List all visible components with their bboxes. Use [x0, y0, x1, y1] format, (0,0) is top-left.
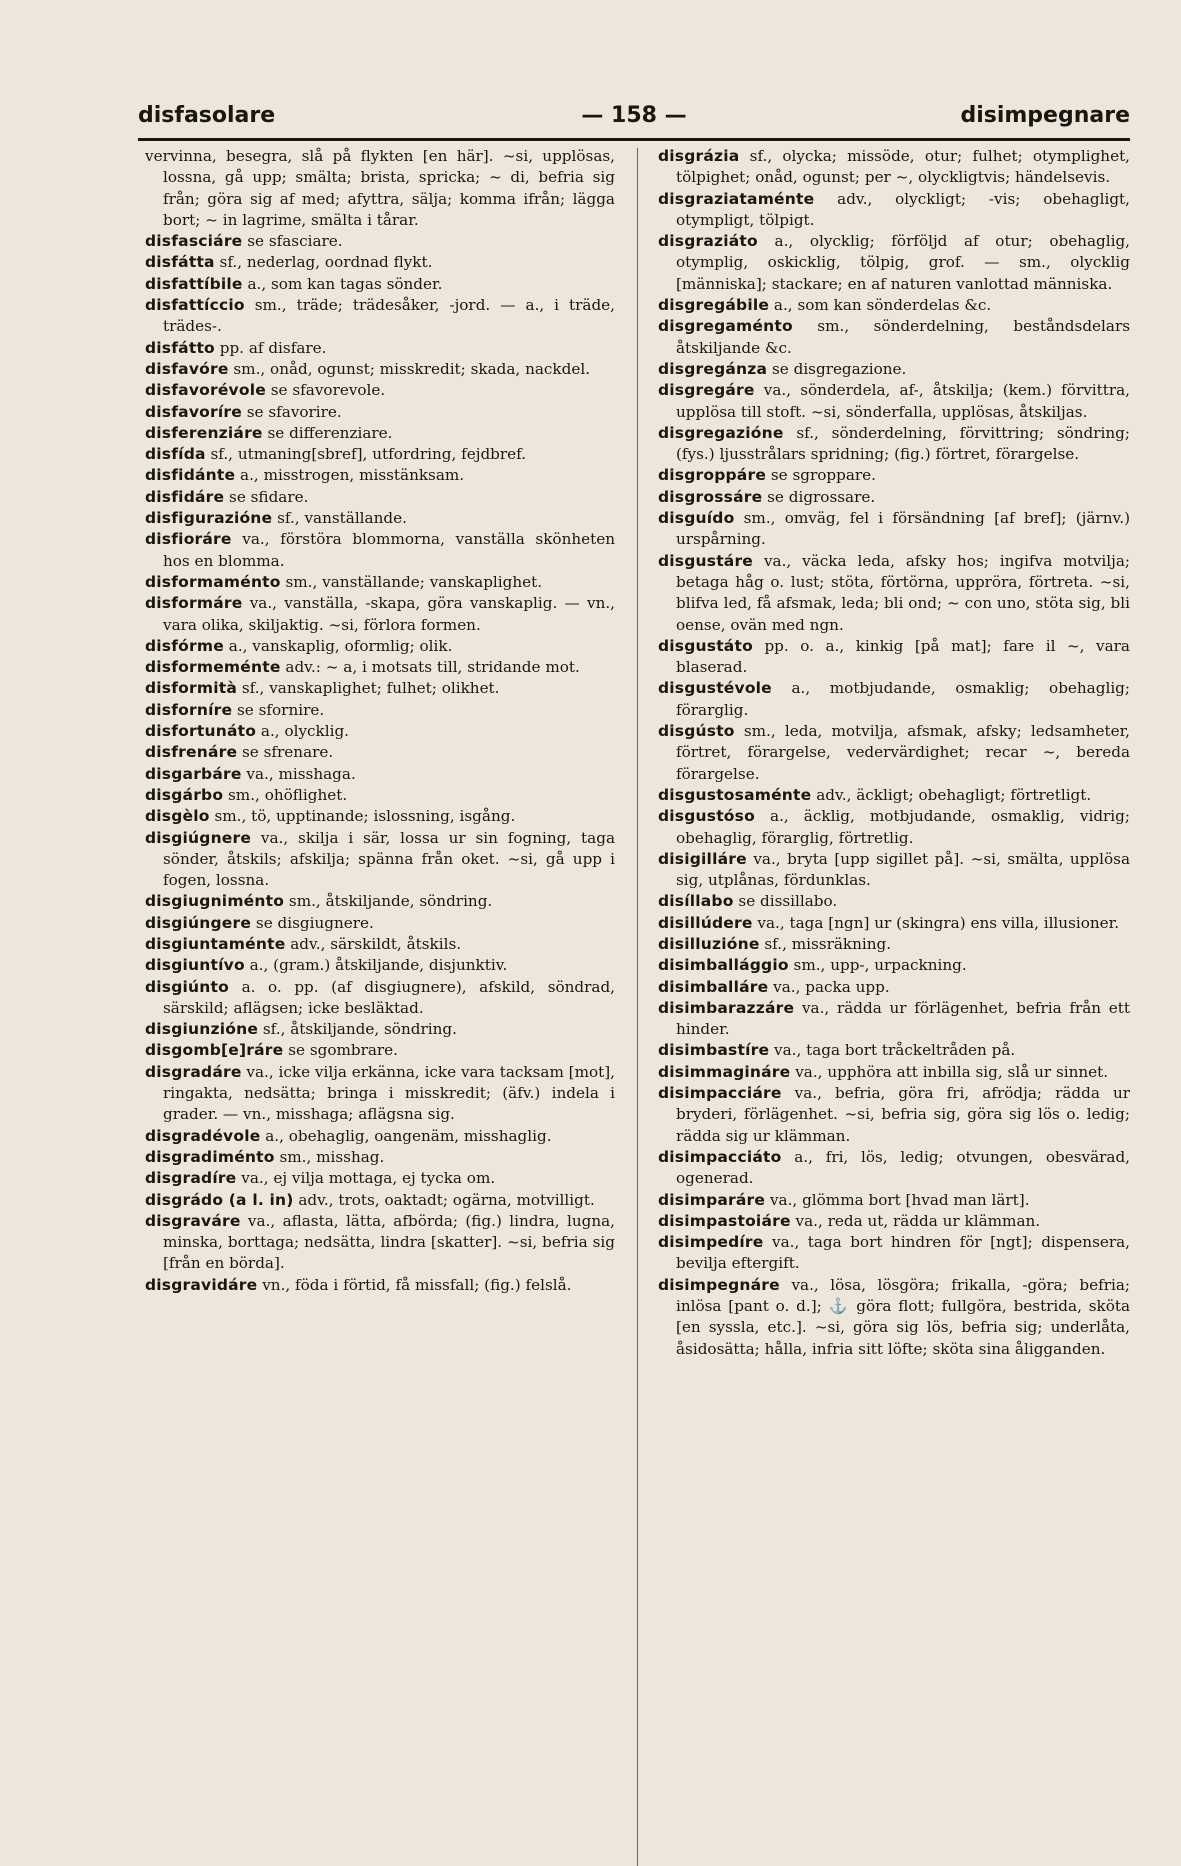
entry-headword: disfasciáre: [145, 232, 243, 251]
entry-definition: a., olycklig; förföljd af otur; obehaglig, otymplig, oskicklig, tölpig, grof. — sm., olycklig [människa]; stackare; en af naturen vanlottad människa.: [676, 232, 1130, 293]
entry-headword: disfigurazióne: [145, 509, 273, 528]
entry-headword: disfrenáre: [145, 743, 238, 762]
dictionary-entry: [145, 913, 615, 934]
dictionary-entry: [658, 721, 1130, 785]
entry-definition: sm., träde; trädesåker, -jord. — a., i träde, trädes-.: [163, 296, 615, 336]
dictionary-entry: [145, 252, 615, 273]
entry-headword: disimballáre: [658, 977, 769, 996]
entry-definition: sm., omväg, fel i försändning [af bref]; (järnv.) urspårning.: [676, 509, 1130, 549]
entry-headword: disgustóso: [658, 807, 755, 826]
dictionary-entry: [145, 508, 615, 529]
dictionary-entry: [145, 828, 615, 892]
dictionary-entry: [658, 1040, 1130, 1061]
entry-headword: disilluzióne: [658, 934, 760, 953]
dictionary-entry: [658, 636, 1130, 679]
entry-definition: sm., leda, motvilja, afsmak, afsky; ledsamheter, förtret, förargelse, vedervärdighet; recar ~, bereda förargelse.: [676, 722, 1130, 783]
entry-definition: va., befria, göra fri, afrödja; rädda ur bryderi, förlägenhet. ~si, befria sig, göra sig lös o. ledig; rädda sig ur klämman.: [676, 1084, 1130, 1145]
entry-definition: a., fri, lös, ledig; otvungen, obesvärad, ogenerad.: [676, 1147, 1130, 1188]
dictionary-entry: [145, 785, 615, 806]
entry-definition: sm., åtskiljande, söndring.: [288, 892, 493, 911]
entry-definition: se sgroppare.: [770, 466, 876, 485]
entry-headword: disimpastoiáre: [658, 1211, 791, 1230]
dictionary-entry: [145, 295, 615, 338]
entry-definition: se sfidare.: [229, 487, 309, 506]
dictionary-entry: [658, 231, 1130, 295]
dictionary-entry: [145, 636, 615, 657]
entry-headword: disgomb[e]ráre: [145, 1041, 284, 1060]
entry-headword: disformáre: [145, 594, 243, 613]
entry-definition: va., taga bort hindren för [ngt]; dispensera, bevilja eftergift.: [676, 1233, 1130, 1273]
dictionary-entry: [145, 1040, 615, 1061]
entry-headword: disgravidáre: [145, 1275, 258, 1294]
entry-definition: pp. af disfare.: [219, 338, 327, 357]
entry-headword: disgiugniménto: [145, 892, 285, 911]
entry-definition: a., vanskaplig, oformlig; olik.: [228, 636, 453, 655]
entry-definition: sf., missräkning.: [764, 934, 892, 953]
entry-definition: se sfrenare.: [242, 743, 334, 762]
dictionary-entry: [658, 1275, 1130, 1360]
dictionary-entry: [145, 700, 615, 721]
entry-headword: disgregábile: [658, 296, 770, 315]
entry-headword: disgustáre: [658, 551, 754, 570]
entry-definition: se dissillabo.: [738, 892, 838, 911]
entry-headword: disfidáre: [145, 487, 225, 506]
right-column: [658, 146, 1130, 1846]
entry-definition: va., skilja i sär, lossa ur sin fogning, taga sönder, åtskils; afskilja; spänna från oket. ~si, gå upp i fogen, lossna.: [163, 828, 615, 890]
entry-definition: va., vanställa, -skapa, göra vanskaplig. — vn., vara olika, skiljaktig. ~si, förlora formen.: [163, 594, 615, 634]
entry-headword: disimbarazzáre: [658, 998, 795, 1017]
entry-definition: va., icke vilja erkänna, icke vara tacksam [mot], ringakta, nedsätta; bringa i misskredit; (äfv.) indela i grader. — vn., misshaga; aflägsna sig.: [163, 1062, 615, 1124]
dictionary-entry: [658, 977, 1130, 998]
page-number: — 158 —: [581, 103, 687, 128]
dictionary-entry: [658, 380, 1130, 423]
dictionary-entry: [145, 572, 615, 593]
entry-headword: disgèlo: [145, 807, 210, 826]
entry-definition: sf., sönderdelning, förvittring; söndring; (fys.) ljusstrålars spridning; (fig.) förtret, förargelse.: [676, 423, 1130, 464]
dictionary-entry: [658, 1190, 1130, 1211]
entry-headword: disimpedíre: [658, 1233, 764, 1252]
entry-headword: disgradíre: [145, 1169, 237, 1188]
entry-headword: disfátta: [145, 253, 215, 272]
dictionary-entry: [145, 444, 615, 465]
dictionary-entry: [658, 1062, 1130, 1083]
dictionary-entry: [145, 721, 615, 742]
dictionary-entry: [658, 1232, 1130, 1275]
entry-definition: a., misstrogen, misstänksam.: [240, 466, 465, 485]
dictionary-entry: [658, 465, 1130, 486]
entry-headword: disfortunáto: [145, 722, 257, 741]
dictionary-entry: [658, 785, 1130, 806]
entry-headword: disgiuntaménte: [145, 934, 286, 953]
header-rule: [138, 138, 1130, 141]
entry-definition: va., rädda ur förlägenhet, befria från ett hinder.: [676, 998, 1130, 1039]
entry-definition: sf., utmaning[sbref], utfordring, fejdbref.: [210, 445, 527, 464]
entry-definition: vn., föda i förtid, få missfall; (fig.) felslå.: [262, 1275, 572, 1294]
dictionary-entry: [145, 1019, 615, 1040]
entry-definition: a., äcklig, motbjudande, osmaklig, vidrig; obehaglig, förarglig, förtretlig.: [676, 807, 1130, 847]
entry-definition: se disgregazione.: [771, 359, 907, 378]
entry-definition: sm., sönderdelning, beståndsdelars åtskiljande &c.: [676, 317, 1130, 357]
entry-headword: disgraváre: [145, 1211, 241, 1230]
entry-definition: va., upphöra att inbilla sig, slå ur sinnet.: [795, 1062, 1109, 1081]
dictionary-entry: [145, 1275, 615, 1296]
entry-definition: sf., olycka; missöde, otur; fulhet; otymplighet, tölpighet; onåd, ogunst; per ~, olyckligtvis; händelsevis.: [676, 147, 1130, 187]
entry-definition: sf., nederlag, oordnad flykt.: [219, 253, 433, 272]
dictionary-entry: [658, 678, 1130, 721]
entry-headword: disgradáre: [145, 1062, 242, 1081]
entry-headword: disfioráre: [145, 530, 232, 549]
entry-definition: se disgiugnere.: [255, 913, 374, 932]
entry-definition: adv., trots, oaktadt; ogärna, motvilligt.: [298, 1190, 595, 1209]
entry-definition: adv., äckligt; obehagligt; förtretligt.: [816, 785, 1092, 804]
entry-definition: adv., särskildt, åtskils.: [290, 934, 462, 953]
dictionary-entry: [145, 465, 615, 486]
entry-headword: disgregaménto: [658, 317, 793, 336]
dictionary-entry: [658, 849, 1130, 892]
entry-definition: adv.: ~ a, i motsats till, stridande mot.: [285, 658, 580, 677]
dictionary-entry: [658, 806, 1130, 849]
entry-definition: se sfasciare.: [247, 232, 343, 251]
dictionary-entry: [658, 295, 1130, 316]
entry-definition: va., aflasta, lätta, afbörda; (fig.) lindra, lugna, minska, borttaga; nedsätta, lindra [skatter]. ~si, befria sig [från en börda].: [163, 1211, 615, 1273]
dictionary-entry: [145, 657, 615, 678]
entry-definition: a., som kan sönderdelas &c.: [773, 296, 992, 315]
page-header: [138, 103, 1130, 135]
dictionary-entry: [658, 316, 1130, 359]
entry-definition: a., motbjudande, osmaklig; obehaglig; förarglig.: [676, 679, 1130, 719]
entry-definition: sm., ohöflighet.: [228, 785, 348, 804]
dictionary-entry: [658, 913, 1130, 934]
dictionary-entry: [145, 742, 615, 763]
dictionary-entry: [145, 1211, 615, 1275]
dictionary-entry: [145, 764, 615, 785]
entry-definition: sf., vanställande.: [277, 509, 407, 528]
dictionary-entry: [145, 402, 615, 423]
entry-headword: disgraziataménte: [658, 189, 815, 208]
entry-definition: se sgombrare.: [288, 1041, 398, 1060]
entry-headword: disgregánza: [658, 359, 768, 378]
entry-headword: disgradiménto: [145, 1147, 275, 1166]
entry-definition: va., lösa, lösgöra; frikalla, -göra; befria; inlösa [pant o. d.]; ⚓ göra flott; fullgöra, bestrida, sköta [en syssla, etc.]. ~si, göra sig lös, befria sig; underlåta, åsidosätta; hålla, infria sitt löfte; sköta sina åligganden.: [676, 1275, 1130, 1358]
dictionary-entry: [145, 806, 615, 827]
dictionary-entry: [658, 1211, 1130, 1232]
dictionary-entry: [658, 146, 1130, 189]
entry-headword: disfátto: [145, 338, 215, 357]
dictionary-entry: [145, 359, 615, 380]
entry-definition: va., väcka leda, afsky hos; ingifva motvilja; betaga håg o. lust; stöta, förtörna, uppröra, förtreta. ~si, blifva led, få afsmak, leda; bli ond; ~ con uno, stöta sig, bli oense, ovän med ngn.: [676, 551, 1130, 634]
entry-definition: va., taga bort tråckeltråden på.: [774, 1041, 1016, 1060]
entry-definition: sm., misshag.: [279, 1147, 385, 1166]
entry-headword: disfattíbile: [145, 274, 243, 293]
entry-headword: disigilláre: [658, 849, 747, 868]
entry-headword: disgárbo: [145, 785, 224, 804]
entry-headword: disgiunzióne: [145, 1020, 259, 1039]
entry-definition: va., bryta [upp sigillet på]. ~si, smälta, upplösa sig, utplånas, fördunklas.: [676, 849, 1130, 890]
dictionary-entry: [658, 487, 1130, 508]
dictionary-entry: [145, 338, 615, 359]
entry-definition: se digrossare.: [767, 487, 876, 506]
dictionary-entry: [658, 1147, 1130, 1190]
entry-definition: va., sönderdela, af-, åtskilja; (kem.) förvittra, upplösa till stoft. ~si, sönderfalla, upplösas, åtskiljas.: [676, 381, 1130, 421]
entry-headword: disferenziáre: [145, 423, 263, 442]
dictionary-entry: [658, 189, 1130, 232]
dictionary-entry: [145, 231, 615, 252]
dictionary-entry: [658, 359, 1130, 380]
entry-headword: disimpacciáre: [658, 1084, 782, 1103]
entry-headword: disformeménte: [145, 658, 281, 677]
left-guide-word: disfasolare: [138, 103, 276, 128]
entry-definition: va., taga [ngn] ur (skingra) ens villa, illusioner.: [757, 913, 1120, 932]
dictionary-entry: [658, 934, 1130, 955]
entry-definition: sf., åtskiljande, söndring.: [262, 1020, 457, 1039]
entry-headword: disgradévole: [145, 1126, 261, 1145]
left-column: [145, 146, 615, 1846]
entry-headword: disguído: [658, 509, 735, 528]
entry-definition: va., glömma bort [hvad man lärt].: [769, 1190, 1030, 1209]
entry-headword: disforníre: [145, 700, 233, 719]
entry-definition: va., ej vilja mottaga, ej tycka om.: [241, 1169, 496, 1188]
entry-headword: disgustévole: [658, 679, 772, 698]
entry-headword: disfattíccio: [145, 296, 245, 315]
entry-definition: se sfavorire.: [246, 402, 342, 421]
entry-headword: disfída: [145, 445, 206, 464]
entry-definition: va., packa upp.: [773, 977, 890, 996]
entry-headword: disformità: [145, 679, 238, 698]
dictionary-entry: [658, 508, 1130, 551]
dictionary-entry: [145, 1147, 615, 1168]
entry-headword: disgregazióne: [658, 423, 784, 442]
entry-headword: disgroppáre: [658, 466, 767, 485]
entry-headword: disgustáto: [658, 636, 753, 655]
entry-headword: disgraziáto: [658, 232, 758, 251]
entry-definition: vervinna, besegra, slå på flykten [en här]. ~si, upplösas, lossna, gå upp; smälta; brista, spricka; ~ di, befria sig från; göra sig af med; afyttra, sälja; komma ifrån; lägga bort; ~ in lagrime, smälta i tårar.: [145, 147, 615, 229]
entry-definition: se sfornire.: [237, 700, 325, 719]
entry-headword: disgrázia: [658, 147, 740, 165]
entry-headword: disimballággio: [658, 956, 789, 975]
entry-headword: disfidánte: [145, 466, 236, 485]
entry-headword: disfavorévole: [145, 381, 266, 400]
entry-definition: sm., vanställande; vanskaplighet.: [285, 572, 543, 591]
entry-definition: sm., upp-, urpackning.: [793, 956, 967, 975]
entry-headword: disfavoríre: [145, 402, 242, 421]
entry-headword: disfórme: [145, 636, 224, 655]
entry-headword: disgiúgnere: [145, 828, 252, 847]
dictionary-entry: [658, 1083, 1130, 1147]
dictionary-entry: [145, 955, 615, 976]
entry-definition: va., reda ut, rädda ur klämman.: [795, 1211, 1041, 1230]
dictionary-entry: [145, 977, 615, 1020]
dictionary-entry: [145, 487, 615, 508]
entry-definition: va., förstöra blommorna, vanställa skönheten hos en blomma.: [163, 530, 615, 570]
entry-headword: disgustosaménte: [658, 785, 812, 804]
dictionary-entry: [145, 678, 615, 699]
column-divider: [637, 148, 638, 1866]
entry-definition: sm., tö, upptinande; islossning, isgång.: [214, 807, 516, 826]
dictionary-entry: [145, 529, 615, 572]
entry-headword: disimpacciáto: [658, 1147, 782, 1166]
entry-definition: a., obehaglig, oangenäm, misshaglig.: [265, 1126, 552, 1145]
right-guide-word: disimpegnare: [960, 103, 1130, 128]
entry-definition: a., (gram.) åtskiljande, disjunktiv.: [249, 956, 508, 975]
entry-headword: disgrádo (a l. in): [145, 1190, 294, 1209]
entry-headword: disgiuntívo: [145, 956, 245, 975]
entry-headword: disgústo: [658, 722, 735, 741]
entry-definition: a. o. pp. (af disgiugnere), afskild, söndrad, särskild; aflägsen; icke besläktad.: [163, 977, 615, 1017]
entry-headword: disillúdere: [658, 913, 753, 932]
dictionary-entry: [145, 1126, 615, 1147]
dictionary-entry: [658, 998, 1130, 1041]
dictionary-entry: [658, 423, 1130, 466]
dictionary-entry: [145, 593, 615, 636]
dictionary-entry: [145, 380, 615, 401]
entry-headword: disimparáre: [658, 1190, 766, 1209]
entry-headword: disimmagináre: [658, 1062, 791, 1081]
dictionary-entry: [145, 1190, 615, 1211]
entry-definition: se sfavorevole.: [270, 381, 386, 400]
entry-definition: sf., vanskaplighet; fulhet; olikhet.: [241, 679, 500, 698]
entry-headword: disíllabo: [658, 892, 734, 911]
entry-definition: a., som kan tagas sönder.: [247, 274, 443, 293]
entry-definition: a., olycklig.: [260, 722, 349, 741]
dictionary-entry: [658, 891, 1130, 912]
entry-headword: disgrossáre: [658, 487, 763, 506]
entry-headword: disfavóre: [145, 359, 229, 378]
entry-headword: disimbastíre: [658, 1041, 770, 1060]
dictionary-entry: [145, 274, 615, 295]
entry-headword: disformaménto: [145, 572, 281, 591]
dictionary-entry: [145, 934, 615, 955]
entry-headword: disgiúngere: [145, 913, 252, 932]
dictionary-entry: [145, 1062, 615, 1126]
entry-definition: adv., olyckligt; -vis; obehagligt, otympligt, tölpigt.: [676, 189, 1130, 229]
dictionary-entry: [145, 891, 615, 912]
dictionary-entry: [658, 955, 1130, 976]
dictionary-entry: [145, 423, 615, 444]
dictionary-entry: [658, 551, 1130, 636]
entry-headword: disgarbáre: [145, 764, 242, 783]
entry-definition: va., misshaga.: [246, 764, 356, 783]
entry-headword: disgregáre: [658, 381, 755, 400]
entry-headword: disimpegnáre: [658, 1275, 780, 1294]
entry-headword: disgiúnto: [145, 977, 229, 996]
dictionary-entry: [145, 146, 615, 231]
dictionary-entry: [145, 1168, 615, 1189]
entry-definition: pp. o. a., kinkig [på mat]; fare il ~, vara blaserad.: [676, 636, 1130, 677]
entry-definition: sm., onåd, ogunst; misskredit; skada, nackdel.: [233, 359, 591, 378]
entry-definition: se differenziare.: [267, 423, 393, 442]
